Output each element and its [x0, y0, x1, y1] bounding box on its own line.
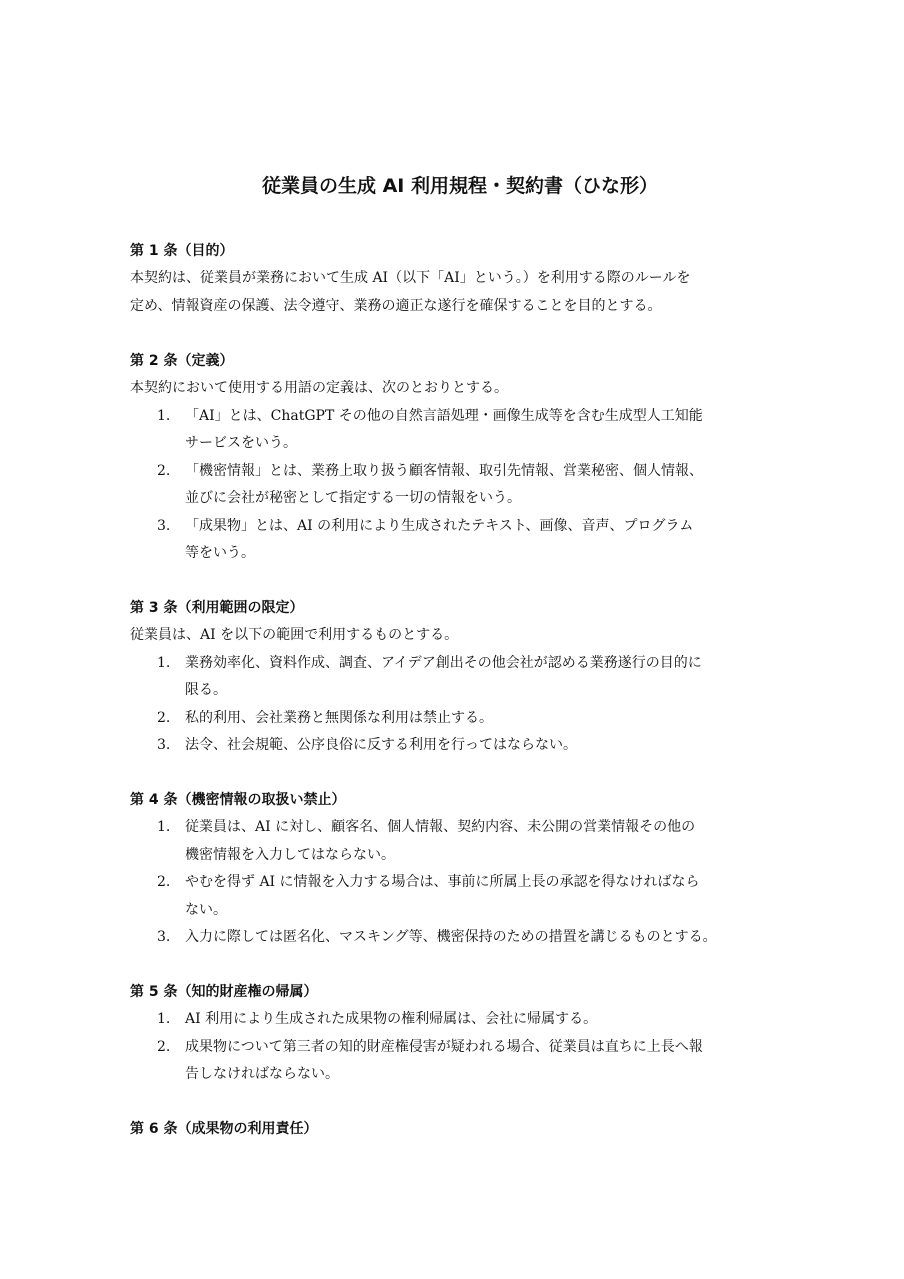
- article-heading: 第 4 条（機密情報の取扱い禁止）: [130, 792, 346, 808]
- clause-number: 3.: [157, 929, 171, 945]
- article-1: [130, 238, 790, 320]
- clause-item: [130, 924, 790, 952]
- clause-text: 法令、社会規範、公序良俗に反する利用を行ってはならない。: [185, 737, 577, 753]
- clause-item: [130, 458, 790, 513]
- clause-number: 2.: [157, 874, 171, 890]
- clause-number: 2.: [157, 709, 171, 726]
- clause-text: 私的利用、会社業務と無関係な利用は禁止する。: [185, 709, 493, 726]
- clause-number: 2.: [157, 1038, 171, 1055]
- clause-list: [130, 814, 790, 952]
- article-heading: 第 3 条（利用範囲の限定）: [130, 600, 304, 616]
- article-body: 従業員は、AI を以下の範囲で利用するものとする。: [130, 627, 459, 643]
- clause-number: 1.: [157, 654, 171, 671]
- clause-item: [130, 705, 790, 733]
- clause-list: [130, 650, 790, 760]
- article-heading: 第 5 条（知的財産権の帰属）: [130, 984, 318, 1000]
- clause-number: 1.: [157, 819, 171, 835]
- clause-text: 「AI」とは、ChatGPT その他の自然言語処理・画像生成等を含む生成型人工知能 サービスをいう。: [185, 407, 703, 451]
- article-heading: 第 2 条（定義）: [130, 353, 234, 369]
- clause-text: 「機密情報」とは、業務上取り扱う顧客情報、取引先情報、営業秘密、個人情報、 並びに会社が秘密として指定する一切の情報をいう。: [185, 462, 703, 506]
- article-2: [130, 348, 790, 568]
- clause-item: [130, 814, 790, 869]
- article-4: [130, 787, 790, 952]
- article-body: 本契約は、従業員が業務において生成 AI（以下「AI」という。）を利用する際のルールを 定め、情報資産の保護、法令遵守、業務の適正な遂行を確保することを目的とする。: [130, 270, 691, 314]
- clause-number: 3.: [157, 517, 171, 534]
- clause-text: 「成果物」とは、AI の利用により生成されたテキスト、画像、音声、プログラム 等をいう。: [185, 517, 694, 561]
- clause-item: [130, 513, 790, 568]
- clause-number: 2.: [157, 462, 171, 479]
- clause-item: [130, 403, 790, 458]
- clause-item: [130, 1034, 790, 1089]
- document-title: 従業員の生成 AI 利用規程・契約書（ひな形）: [261, 175, 658, 197]
- clause-text: 従業員は、AI に対し、顧客名、個人情報、契約内容、未公開の営業情報その他の 機密情報を入力してはならない。: [185, 819, 696, 863]
- clause-text: 入力に際しては匿名化、マスキング等、機密保持のための措置を講じるものとする。: [185, 929, 717, 945]
- clause-number: 3.: [157, 737, 171, 753]
- clause-list: [130, 403, 790, 568]
- clause-item: [130, 869, 790, 924]
- article-6: [130, 1116, 790, 1143]
- clause-text: 業務効率化、資料作成、調査、アイデア創出その他会社が認める業務遂行の目的に 限る。: [185, 654, 702, 698]
- article-heading: 第 1 条（目的）: [130, 243, 234, 259]
- article-3: [130, 595, 790, 760]
- clause-number: 1.: [157, 407, 171, 424]
- clause-item: [130, 650, 790, 705]
- article-body: 本契約において使用する用語の定義は、次のとおりとする。: [130, 380, 508, 396]
- clause-text: 成果物について第三者の知的財産権侵害が疑われる場合、従業員は直ちに上長へ報 告しなければならない。: [185, 1038, 703, 1082]
- article-5: [130, 979, 790, 1089]
- clause-item: [130, 1006, 790, 1034]
- clause-text: AI 利用により生成された成果物の権利帰属は、会社に帰属する。: [185, 1011, 598, 1027]
- clause-number: 1.: [157, 1011, 171, 1027]
- article-heading: 第 6 条（成果物の利用責任）: [130, 1121, 318, 1137]
- clause-item: [130, 732, 790, 760]
- clause-text: やむを得ず AI に情報を入力する場合は、事前に所属上長の承認を得なければなら ない。: [185, 874, 700, 918]
- clause-list: [130, 1006, 790, 1089]
